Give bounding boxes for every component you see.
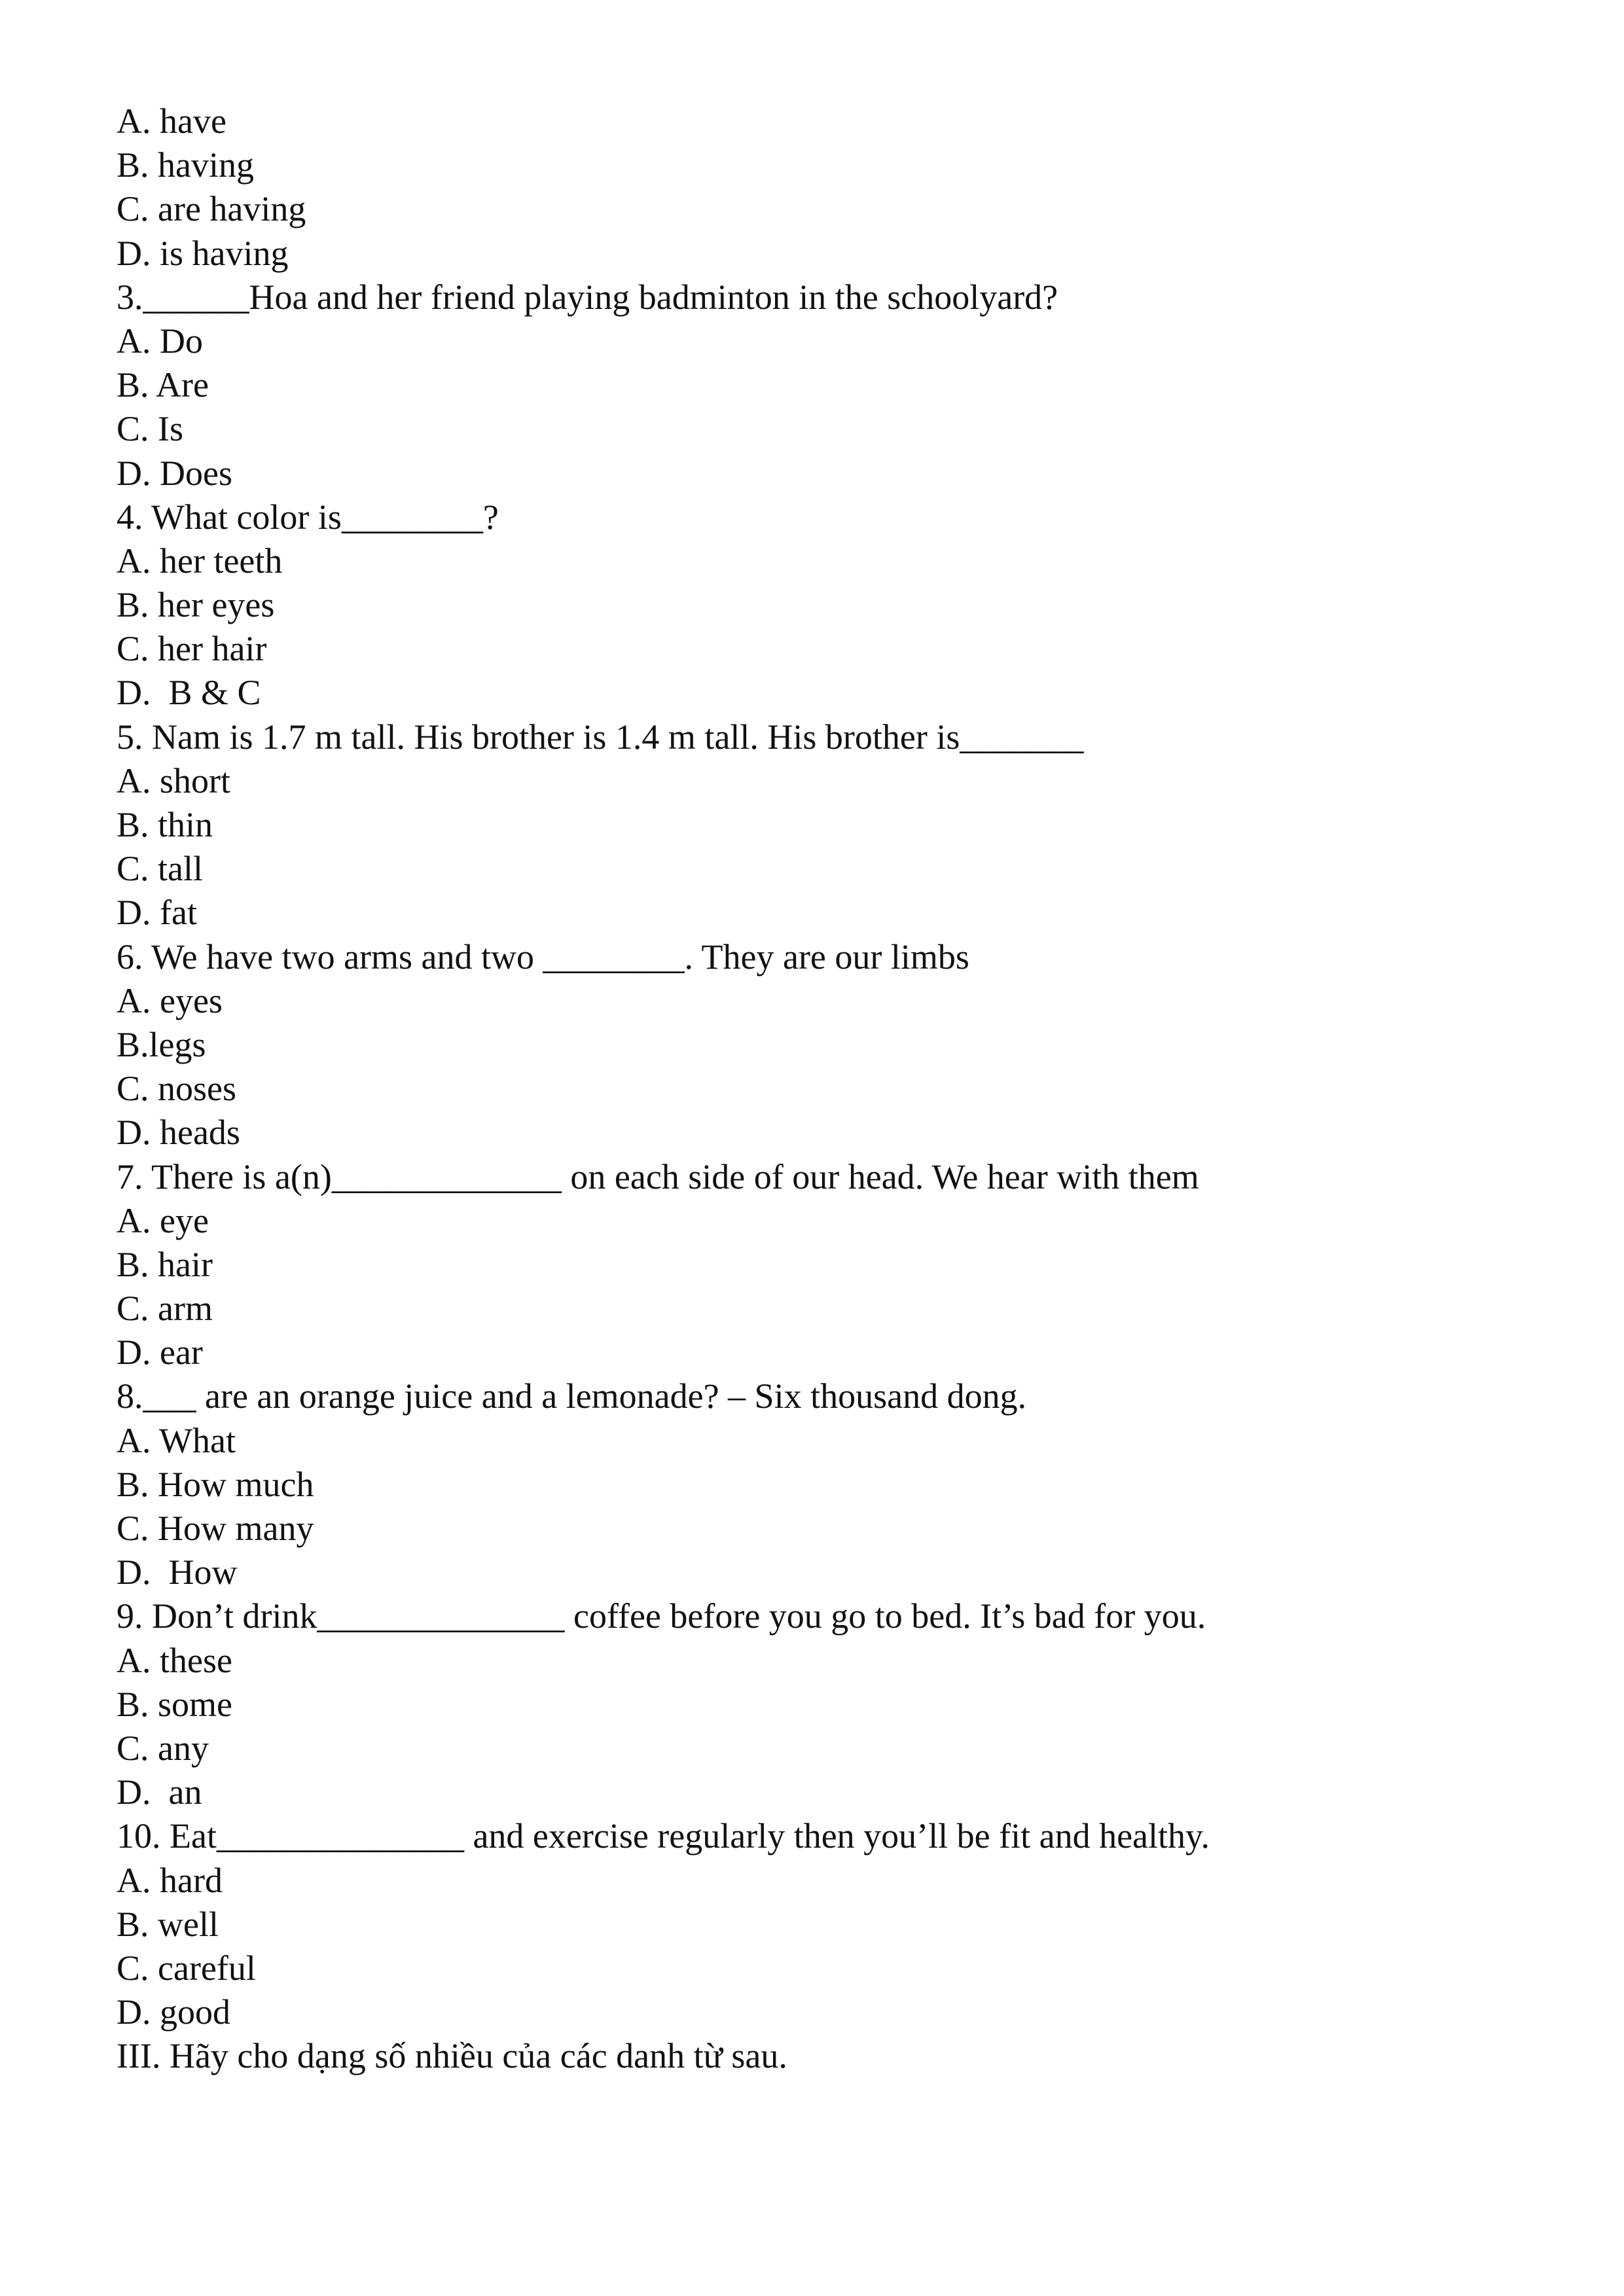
text-line: A. these [117,1640,232,1680]
text-line: D. How [117,1552,238,1592]
text-line: 8.___ are an orange juice and a lemonade? – Six thousand dong. [117,1376,1027,1416]
text-line: D. B & C [117,673,261,713]
text-line: C. are having [117,189,306,229]
text-line: C. noses [117,1069,237,1109]
text-line: D. heads [117,1113,240,1153]
text-line: 4. What color is________? [117,497,499,537]
text-line: C. arm [117,1289,213,1329]
text-line: D. is having [117,233,289,273]
text-line: A. hard [117,1860,223,1900]
text-line: C. her hair [117,629,267,669]
text-line: C. Is [117,409,184,449]
text-line: B. hair [117,1244,213,1284]
text-line: B. her eyes [117,585,275,625]
text-line: 6. We have two arms and two ________. They are our limbs [117,937,969,977]
text-line: A. What [117,1420,236,1460]
text-line: B. some [117,1684,233,1724]
text-line: C. tall [117,849,203,889]
text-line: D. fat [117,893,197,933]
text-line: A. her teeth [117,541,283,581]
text-line: 3.______Hoa and her friend playing badminton in the schoolyard? [117,277,1058,317]
text-line: D. an [117,1772,202,1812]
text-line: III. Hãy cho dạng số nhiều của các danh từ sau. [117,2036,787,2076]
text-line: B.legs [117,1024,206,1064]
text-line: A. short [117,761,230,800]
text-line: D. Does [117,453,232,493]
text-line: 9. Don’t drink______________ coffee before you go to bed. It’s bad for you. [117,1596,1206,1636]
text-line: C. careful [117,1948,256,1988]
text-line: 5. Nam is 1.7 m tall. His brother is 1.4 m tall. His brother is_______ [117,717,1084,757]
text-line: B. thin [117,805,213,844]
text-line: D. good [117,1992,230,2032]
text-line: D. ear [117,1333,203,1372]
text-line: 7. There is a(n)_____________ on each side of our head. We hear with them [117,1157,1199,1196]
text-line: 10. Eat______________ and exercise regularly then you’ll be fit and healthy. [117,1816,1210,1856]
text-line: A. have [117,101,226,141]
text-line: C. any [117,1728,209,1768]
text-line: A. Do [117,321,203,361]
text-line: B. How much [117,1464,314,1504]
text-line: A. eyes [117,980,223,1020]
text-line: A. eye [117,1200,209,1240]
text-line: C. How many [117,1509,314,1548]
text-line: B. well [117,1904,219,1944]
text-line: B. Are [117,365,209,405]
worksheet-text [117,99,1557,2078]
text-line: B. having [117,145,254,185]
